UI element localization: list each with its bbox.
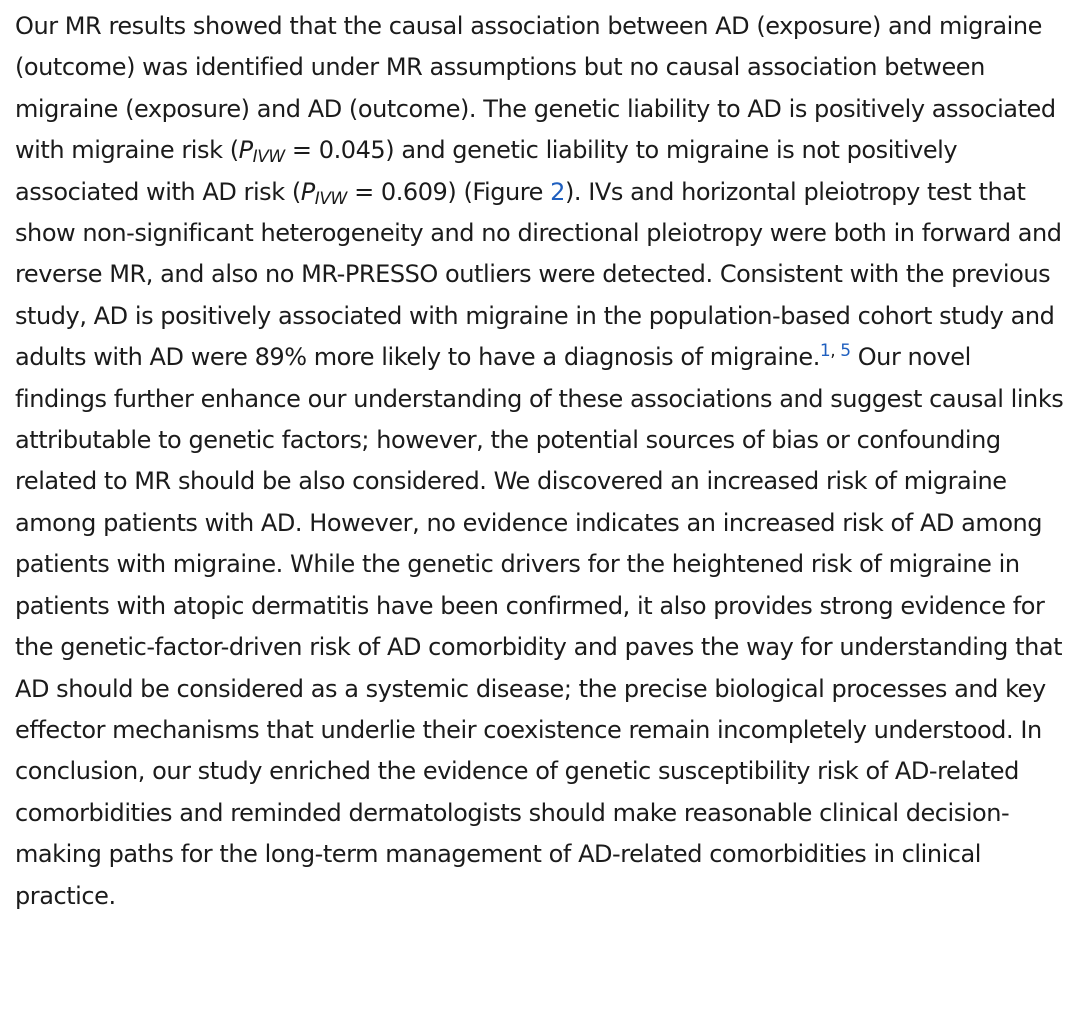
citation-5-link[interactable]: 5 bbox=[840, 341, 851, 362]
p-ivw-subscript-2: IVW bbox=[314, 188, 347, 209]
p-ivw-symbol-1: P bbox=[238, 136, 253, 165]
p-ivw-value-1-text: = 0.045) and genetic liability to migraine is not positively associated with AD risk ( bbox=[15, 136, 958, 206]
discussion-paragraph bbox=[15, 6, 1066, 917]
p-ivw-symbol-2: P bbox=[300, 177, 315, 206]
paragraph-text-part-3: Our novel findings further enhance our understanding of these associations and suggest causal links attributable to genetic factors; however, the potential sources of bias or confounding related to MR should be also considered. We discovered an increased risk of migraine among patients with AD. However, no evidence indicates an increased risk of AD among patients with migraine. While the genetic drivers for the heightened risk of migraine in patients with atopic dermatitis have been confirmed, it also provides strong evidence for the genetic-factor-driven risk of AD comorbidity and paves the way for understanding that AD should be considered as a systemic disease; the precise biological processes and key effector mechanisms that underlie their coexistence remain incompletely understood. In conclusion, our study enriched the evidence of genetic susceptibility risk of AD-related comorbidities and reminded dermatologists should make reasonable clinical decision-making paths for the long-term management of AD-related comorbidities in clinical practice. bbox=[15, 343, 1064, 910]
paragraph-text-part-2: ). IVs and horizontal pleiotropy test that show non-significant heterogeneity and no directional pleiotropy were both in forward and reverse MR, and also no MR-PRESSO outliers were detected. Consistent with the previous study, AD is positively associated with migraine in the population-based cohort study and adults with AD were 89% more likely to have a diagnosis of migraine. bbox=[15, 177, 1062, 372]
paragraph-text-part-1: Our MR results showed that the causal association between AD (exposure) and migraine (outcome) was identified under MR assumptions but no causal association between migraine (exposure) and AD (outcome). The genetic liability to AD is positively associated with migraine risk ( bbox=[15, 12, 1056, 165]
p-ivw-subscript-1: IVW bbox=[252, 147, 285, 168]
p-ivw-value-2-text: = 0.609) (Figure bbox=[346, 177, 551, 206]
citation-1-link[interactable]: 1 bbox=[819, 341, 831, 362]
citation-group bbox=[820, 341, 851, 361]
figure-2-link[interactable]: 2 bbox=[550, 177, 565, 206]
citation-separator: , bbox=[830, 341, 841, 362]
